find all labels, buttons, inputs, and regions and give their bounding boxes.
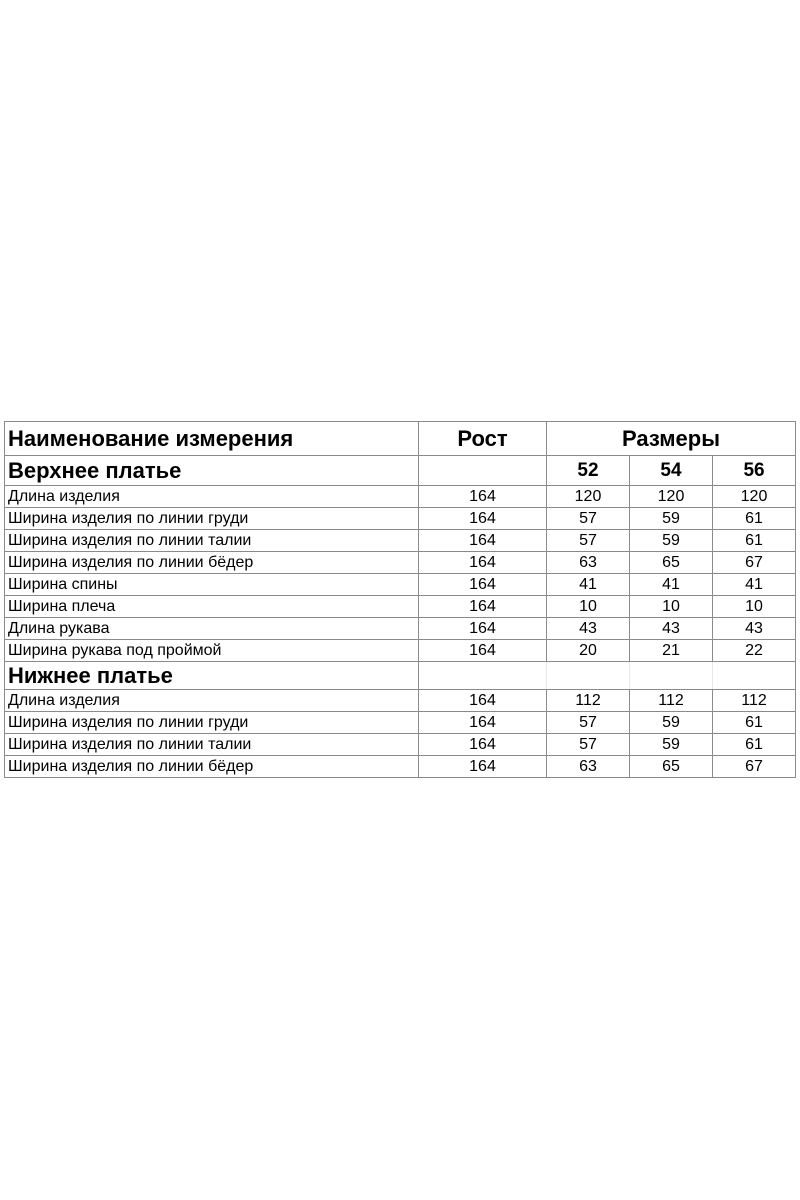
size-value: 43 (630, 618, 713, 640)
size-value: 41 (547, 574, 630, 596)
height-value: 164 (419, 530, 547, 552)
height-value: 164 (419, 640, 547, 662)
size-value: 65 (630, 756, 713, 778)
height-value: 164 (419, 690, 547, 712)
row-label: Ширина рукава под проймой (5, 640, 419, 662)
section-row-upper-dress (5, 456, 796, 486)
table-row (5, 640, 796, 662)
height-value: 164 (419, 574, 547, 596)
height-value: 164 (419, 756, 547, 778)
row-label: Длина изделия (5, 690, 419, 712)
size-value: 59 (630, 712, 713, 734)
section-row-lower-dress (5, 662, 796, 690)
size-value: 65 (630, 552, 713, 574)
size-value: 67 (713, 552, 796, 574)
size-value: 63 (547, 552, 630, 574)
row-label: Ширина изделия по линии талии (5, 734, 419, 756)
size-value: 112 (630, 690, 713, 712)
size-value: 120 (713, 486, 796, 508)
size-label: 56 (713, 456, 796, 486)
blank-cell (419, 662, 547, 690)
size-value: 20 (547, 640, 630, 662)
size-value: 61 (713, 530, 796, 552)
size-value: 43 (547, 618, 630, 640)
height-header: Рост (419, 422, 547, 456)
blank-cell (630, 662, 713, 690)
size-value: 57 (547, 734, 630, 756)
height-value: 164 (419, 552, 547, 574)
header-row (5, 422, 796, 456)
size-value: 61 (713, 712, 796, 734)
table-row (5, 618, 796, 640)
size-value: 59 (630, 530, 713, 552)
height-value: 164 (419, 508, 547, 530)
size-value: 10 (630, 596, 713, 618)
table-row (5, 712, 796, 734)
size-value: 112 (713, 690, 796, 712)
size-value: 61 (713, 734, 796, 756)
row-label: Ширина плеча (5, 596, 419, 618)
size-value: 10 (713, 596, 796, 618)
size-value: 61 (713, 508, 796, 530)
row-label: Ширина изделия по линии бёдер (5, 756, 419, 778)
size-value: 41 (713, 574, 796, 596)
size-value: 112 (547, 690, 630, 712)
height-value: 164 (419, 596, 547, 618)
row-label: Ширина изделия по линии бёдер (5, 552, 419, 574)
size-value: 22 (713, 640, 796, 662)
size-label: 54 (630, 456, 713, 486)
section-title: Нижнее платье (5, 662, 419, 690)
blank-cell (713, 662, 796, 690)
blank-cell (547, 662, 630, 690)
height-value: 164 (419, 618, 547, 640)
size-label: 52 (547, 456, 630, 486)
table-row (5, 552, 796, 574)
size-value: 120 (630, 486, 713, 508)
size-value: 10 (547, 596, 630, 618)
row-label: Ширина изделия по линии груди (5, 508, 419, 530)
row-label: Ширина изделия по линии талии (5, 530, 419, 552)
height-value: 164 (419, 712, 547, 734)
size-chart-table (4, 421, 796, 778)
blank-cell (419, 456, 547, 486)
size-value: 57 (547, 508, 630, 530)
row-label: Ширина спины (5, 574, 419, 596)
measurement-name-header: Наименование измерения (5, 422, 419, 456)
size-value: 57 (547, 712, 630, 734)
size-value: 57 (547, 530, 630, 552)
size-value: 59 (630, 734, 713, 756)
size-value: 120 (547, 486, 630, 508)
size-value: 59 (630, 508, 713, 530)
row-label: Ширина изделия по линии груди (5, 712, 419, 734)
row-label: Длина изделия (5, 486, 419, 508)
height-value: 164 (419, 486, 547, 508)
sizes-header: Размеры (547, 422, 796, 456)
table-row (5, 596, 796, 618)
section-title: Верхнее платье (5, 456, 419, 486)
row-label: Длина рукава (5, 618, 419, 640)
table-row (5, 486, 796, 508)
height-value: 164 (419, 734, 547, 756)
table-row (5, 530, 796, 552)
size-value: 43 (713, 618, 796, 640)
size-value: 41 (630, 574, 713, 596)
table-row (5, 734, 796, 756)
size-value: 63 (547, 756, 630, 778)
size-value: 21 (630, 640, 713, 662)
table-row (5, 690, 796, 712)
size-value: 67 (713, 756, 796, 778)
table-row (5, 756, 796, 778)
table-row (5, 508, 796, 530)
table-row (5, 574, 796, 596)
